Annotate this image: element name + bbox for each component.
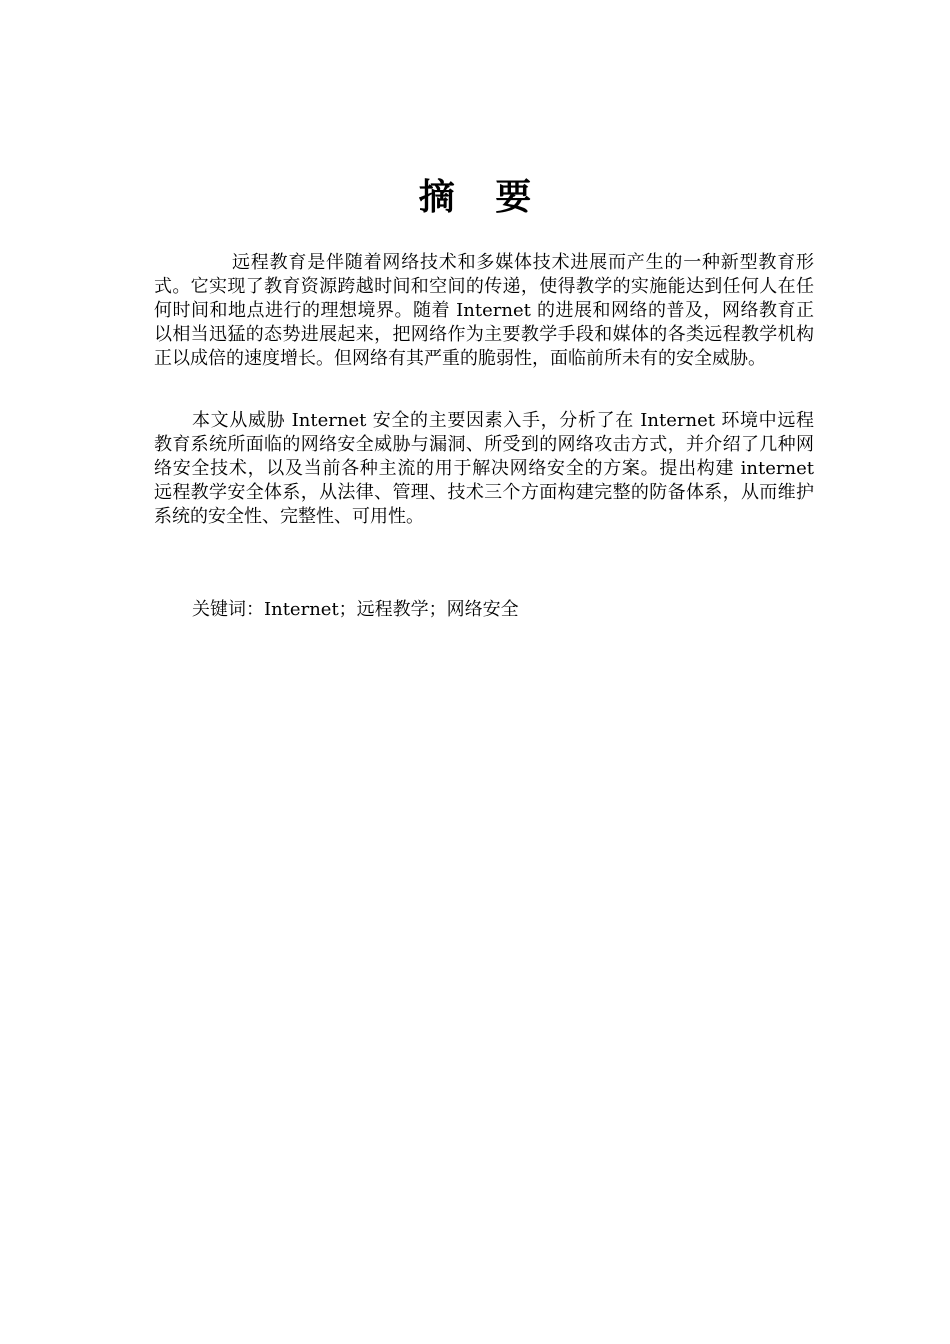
keywords-label: 关键词： — [192, 599, 264, 620]
abstract-title: 摘 要 — [418, 176, 546, 218]
abstract-paragraph-2: 本文从威胁 Internet 安全的主要因素入手，分析了在 Internet 环境中远程教育系统所面临的网络安全威胁与漏洞、所受到的网络攻击方式，并介绍了几种网络安全技术，以及当前各种主流的用于解决网络安全的方案。提出构建 internet 远程教学安全体系，从法律、管理、技术三个方面构建完整的防备体系，从而维护系统的安全性、完整性、可用性。 — [154, 410, 814, 527]
keywords-value: Internet；远程教学；网络安全 — [264, 599, 519, 620]
abstract-paragraph-1: 远程教育是伴随着网络技术和多媒体技术进展而产生的一种新型教育形式。它实现了教育资源跨越时间和空间的传递，使得教学的实施能达到任何人在任何时间和地点进行的理想境界。随着 Internet 的进展和网络的普及，网络教育正以相当迅猛的态势进展起来，把网络作为主要教学手段和媒体的各类远程教学机构正以成倍的速度增长。但网络有其严重的脆弱性，面临前所未有的安全威胁。 — [154, 252, 814, 369]
keywords-line — [192, 598, 519, 622]
